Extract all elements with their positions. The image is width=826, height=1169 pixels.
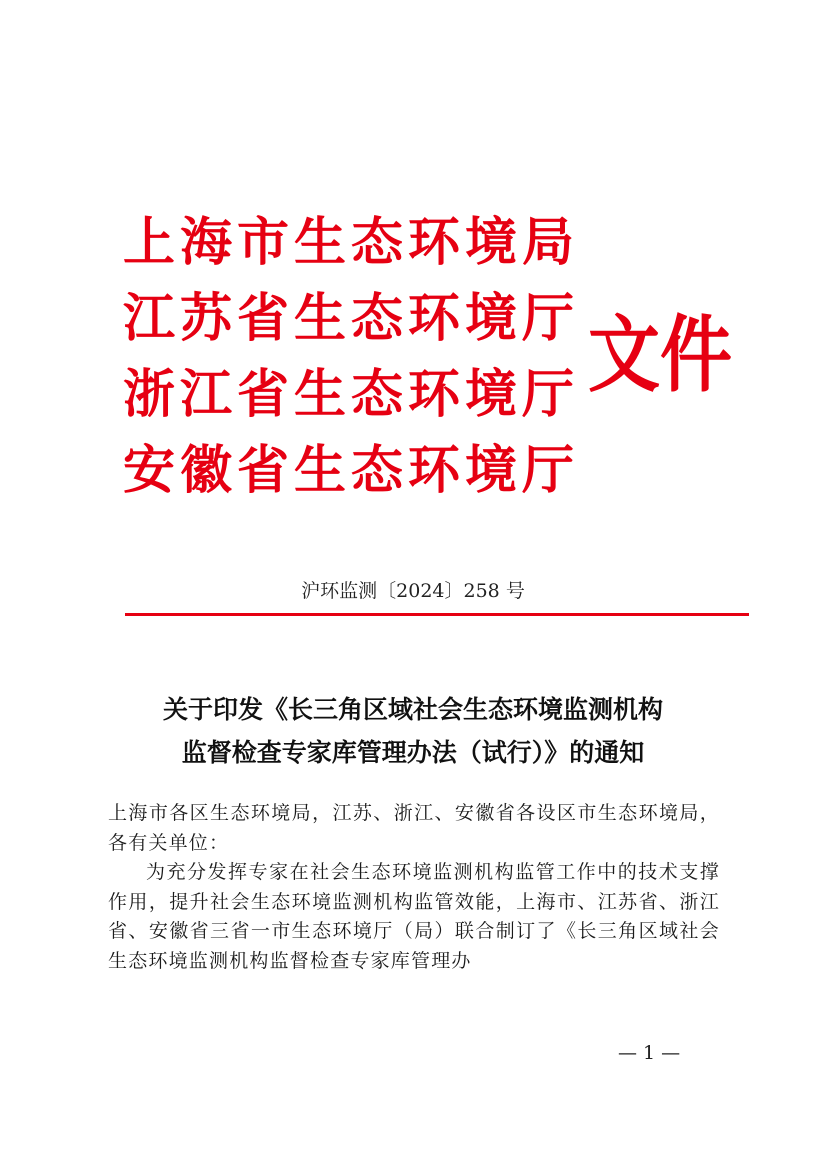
document-label: 文件: [588, 305, 733, 404]
red-separator-line: [125, 613, 749, 616]
document-body: [108, 799, 720, 976]
body-paragraph-1: 为充分发挥专家在社会生态环境监测机构监管工作中的技术支撑作用，提升社会生态环境监测机构监管效能，上海市、江苏省、浙江省、安徽省三省一市生态环境厅（局）联合制订了《长三角区域社会生态环境监测机构监督检查专家库管理办: [108, 861, 720, 972]
title-line-2: 监督检查专家库管理办法（试行）》的通知: [181, 738, 645, 767]
issuer-zhejiang: 浙江省生态环境厅: [123, 364, 580, 425]
issuer-block: [123, 205, 580, 509]
document-number: 沪环监测〔2024〕258 号: [301, 580, 525, 602]
title-line-1: 关于印发《长三角区域社会生态环境监测机构: [162, 695, 663, 724]
issuer-jiangsu: 江苏省生态环境厅: [123, 288, 580, 349]
addressee: 上海市各区生态环境局，江苏、浙江、安徽省各设区市生态环境局，各有关单位：: [108, 802, 720, 854]
issuer-shanghai: 上海市生态环境局: [123, 212, 580, 273]
issuer-anhui: 安徽省生态环境厅: [123, 440, 580, 501]
document-title: [0, 688, 826, 774]
page-number: — 1 —: [618, 1042, 681, 1064]
